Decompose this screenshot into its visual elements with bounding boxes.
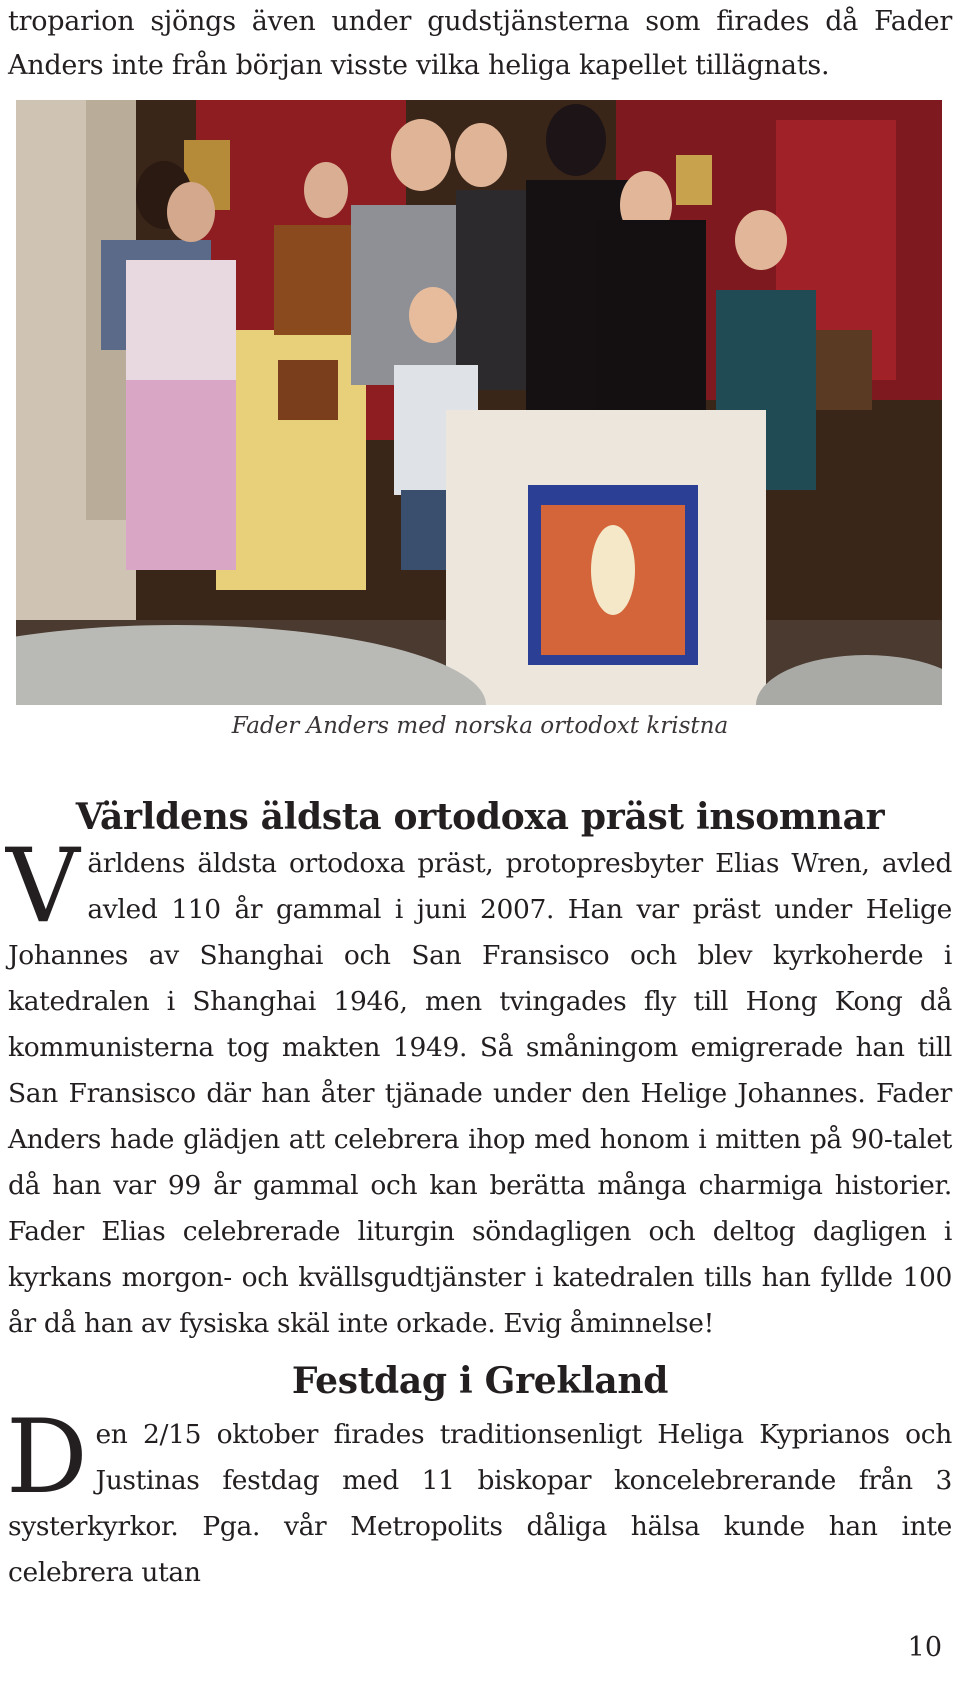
article-title-feast-day: Festdag i Grekland <box>291 1360 669 1402</box>
article-text: en 2/15 oktober firades traditionsenligt Heliga Kyprianos och Justinas festdag med 11 biskopar koncelebrerande från 3 systerkyrkor. Pga. vår Metropolits dåliga hälsa kunde han inte celebrera utan <box>8 1419 952 1588</box>
drop-cap: D <box>6 1398 88 1517</box>
article-body-feast-day <box>6 1398 952 1596</box>
page-number: 10 <box>907 1632 942 1663</box>
article-body-oldest-priest <box>6 827 952 1347</box>
article-title-oldest-priest: Världens äldsta ortodoxa präst insomnar <box>75 796 885 838</box>
group-photo <box>16 100 942 705</box>
article-text: ärldens äldsta ortodoxa präst, protopresbyter Elias Wren, avled avled 110 år gammal i juni 2007. Han var präst under Helige Johannes av Shanghai och San Fransisco och blev kyrkoherde i katedralen i Shanghai 1946, men tvingades fly till Hong Kong då kommunisterna tog makten 1949. Så småningom emigrerade han till San Fransisco där han åter tjänade under den Helige Johannes. Fader Anders hade glädjen att celebrera ihop med honom i mitten på 90-talet då han var 99 år gammal och kan berätta många charmiga historier. Fader Elias celebrerade liturgin söndagligen och deltog dagligen i kyrkans morgon- och kvällsgudtjänster i katedralen tills han fyllde 100 år då han av fysiska skäl inte orkade. Evig åminnelse! <box>8 848 952 1339</box>
photo-icon <box>16 100 942 705</box>
drop-cap: V <box>6 827 80 946</box>
intro-paragraph: troparion sjöngs även under gudstjänsterna som firades då Fader Anders inte från början visste vilka heliga kapellet tillägnats. <box>8 6 952 81</box>
photo-caption: Fader Anders med norska ortodoxt kristna <box>231 713 729 739</box>
